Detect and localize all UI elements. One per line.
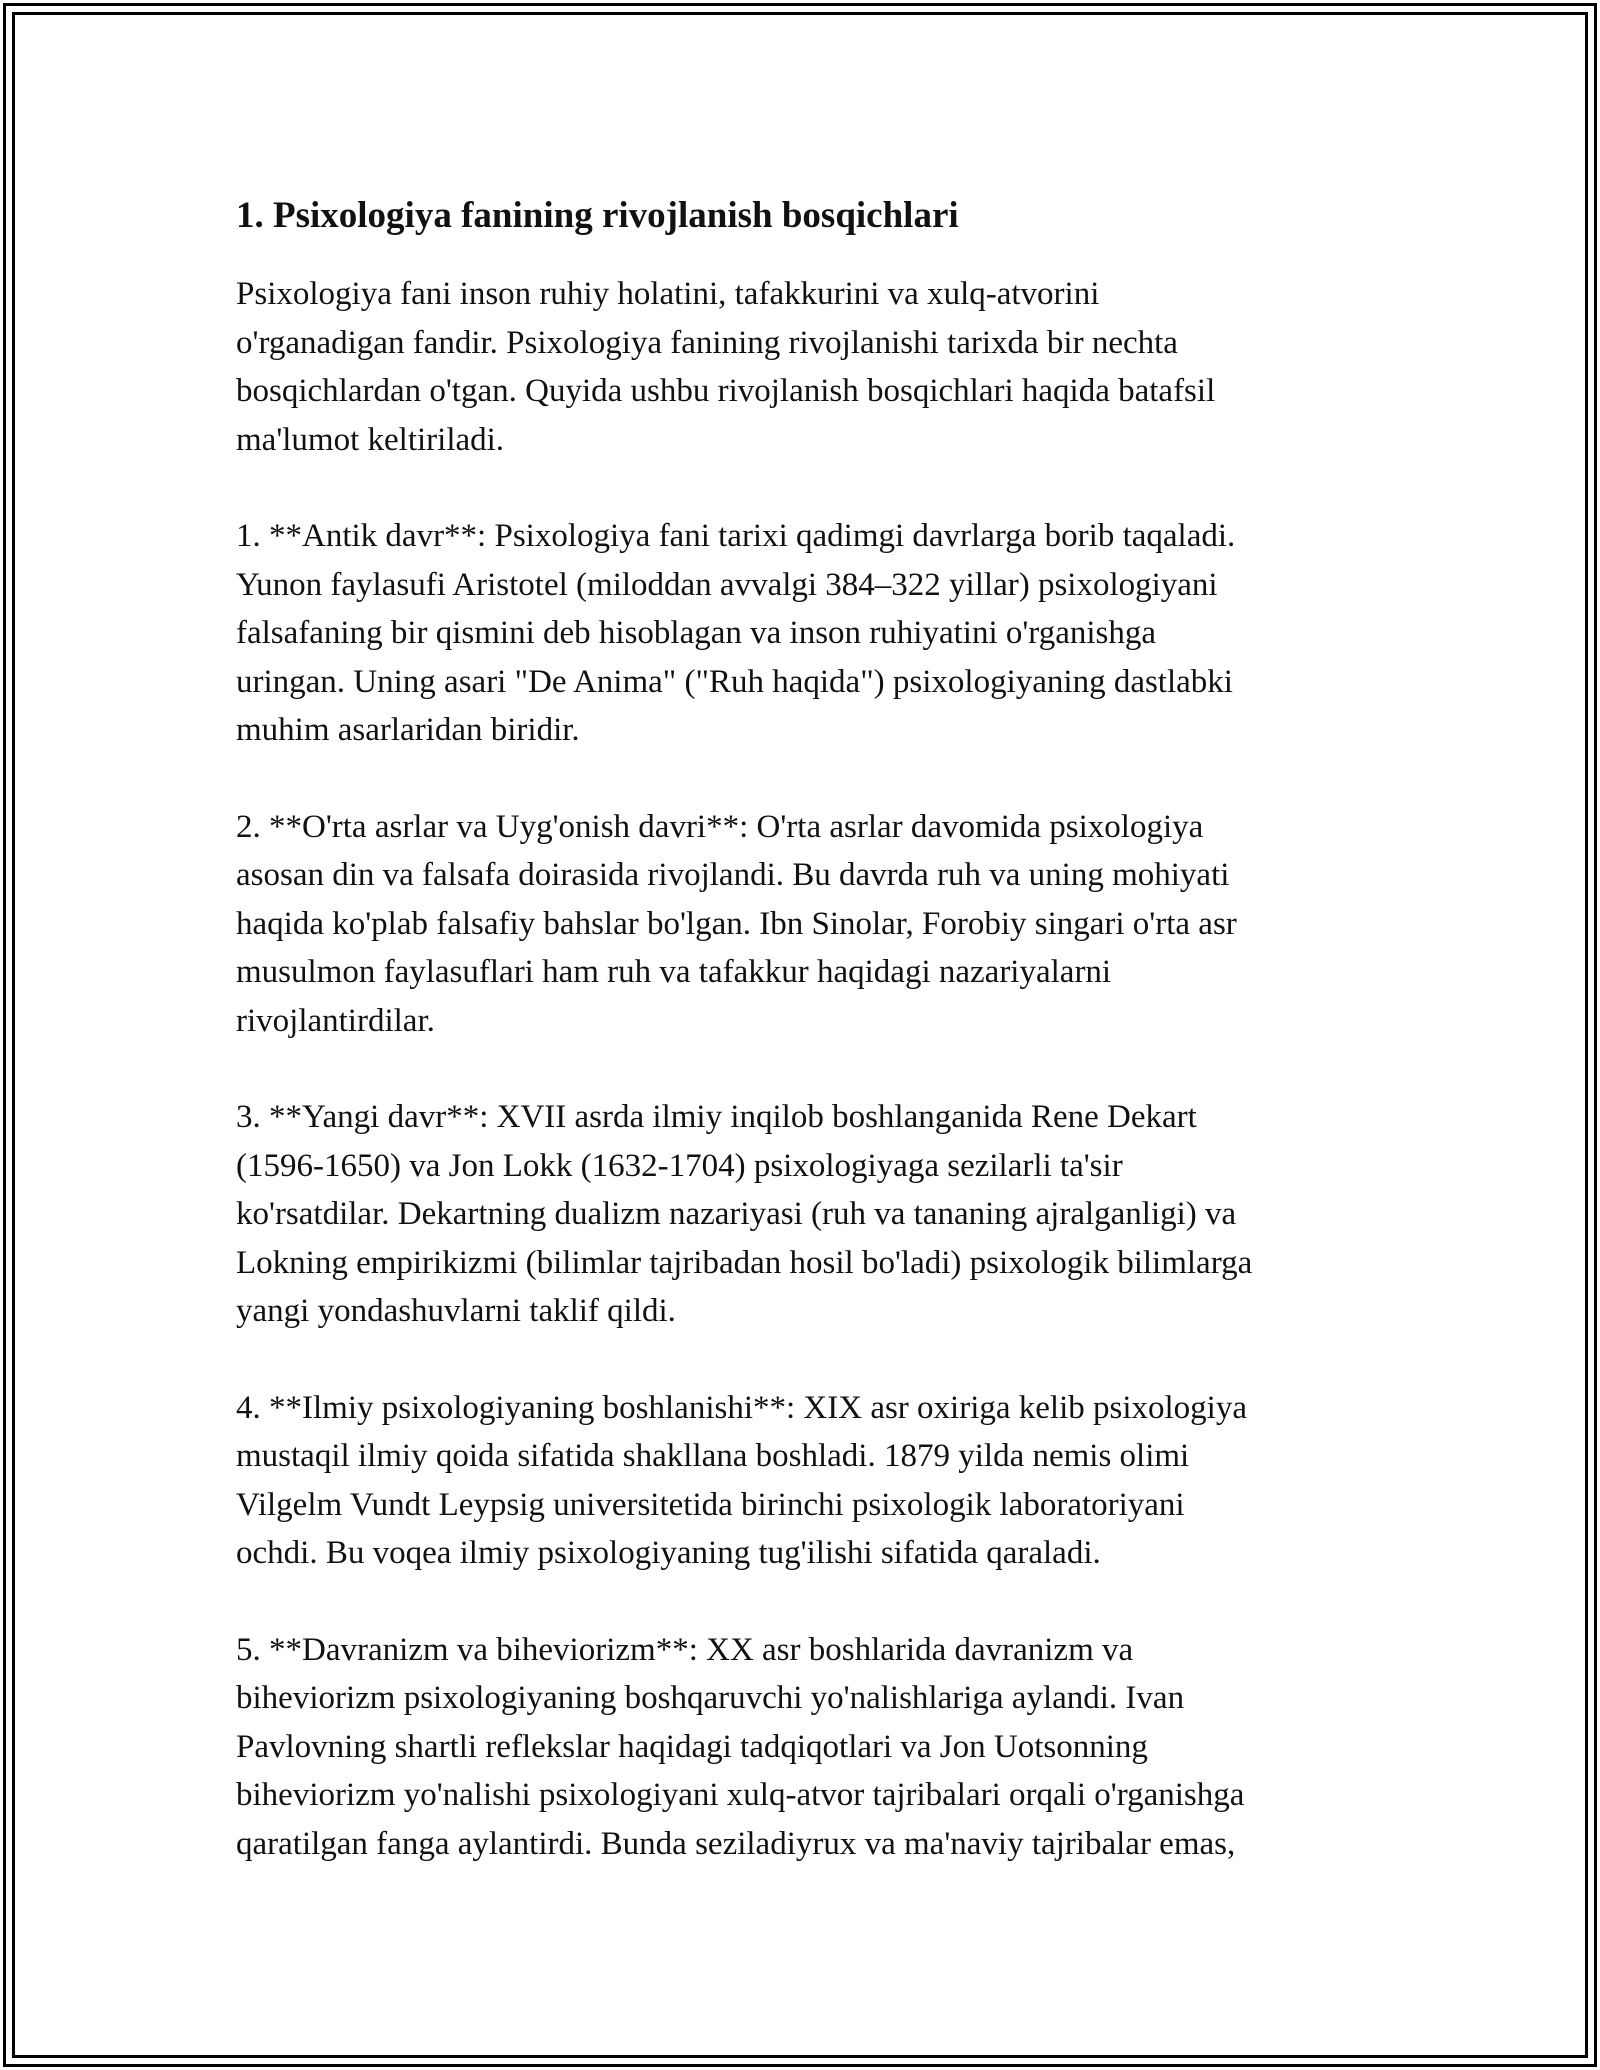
paragraph-intro: Psixologiya fani inson ruhiy holatini, tafakkurini va xulq-atvorini o'rganadigan fandir. Psixologiya fanining rivojlanishi tarixda bir nechta bosqichlardan o'tgan. Quyida ushbu rivojlanish bosqichlari haqida batafsil ma'lumot keltiriladi. xyxy=(236,276,1216,458)
paragraph-antik-davr: 1. **Antik davr**: Psixologiya fani tarixi qadimgi davrlarga borib taqaladi. Yunon faylasufi Aristotel (miloddan avvalgi 384–322 yillar) psixologiyani falsafaning bir qismini deb hisoblagan va inson ruhiyatini o'rganishga uringan. Uning asari "De Anima" ("Ruh haqida") psixologiyaning dastlabki muhim asarlaridan biridir. xyxy=(236,518,1236,748)
document-body xyxy=(236,188,1376,1916)
paragraph-yangi-davr: 3. **Yangi davr**: XVII asrda ilmiy inqilob boshlanganida Rene Dekart (1596-1650) va Jon Lokk (1632-1704) psixologiyaga sezilarli ta'sir ko'rsatdilar. Dekartning dualizm nazariyasi (ruh va tananing ajralganligi) va Lokning empirikizmi (bilimlar tajribadan hosil bo'ladi) psixologik bilimlarga yangi yondashuvlarni taklif qildi. xyxy=(236,1099,1253,1329)
paragraph-ilmiy-psixologiya: 4. **Ilmiy psixologiyaning boshlanishi**: XIX asr oxiriga kelib psixologiya mustaqil ilmiy qoida sifatida shakllana boshladi. 1879 yilda nemis olimi Vilgelm Vundt Leypsig universitetida birinchi psixologik laboratoriyani ochdi. Bu voqea ilmiy psixologiyaning tug'ilishi sifatida qaraladi. xyxy=(236,1389,1247,1571)
paragraph-davranizm: 5. **Davranizm va biheviorizm**: XX asr boshlarida davranizm va biheviorizm psixologiyaning boshqaruvchi yo'nalishlariga aylandi. Ivan Pavlovning shartli reflekslar haqidagi tadqiqotlari va Jon Uotsonning biheviorizm yo'nalishi psixologiyani xulq-atvor tajribalari orqali o'rganishga qaratilgan fanga aylantirdi. Bunda seziladiyrux va ma'naviy tajribalar emas, xyxy=(236,1631,1245,1862)
paragraph-orta-asrlar: 2. **O'rta asrlar va Uyg'onish davri**: O'rta asrlar davomida psixologiya asosan din va falsafa doirasida rivojlandi. Bu davrda ruh va uning mohiyati haqida ko'plab falsafiy bahslar bo'lgan. Ibn Sinolar, Forobiy singari o'rta asr musulmon faylasuflari ham ruh va tafakkur haqidagi nazariyalarni rivojlantirdilar. xyxy=(236,808,1237,1039)
document-title: 1. Psixologiya fanining rivojlanish bosqichlari xyxy=(236,195,959,236)
